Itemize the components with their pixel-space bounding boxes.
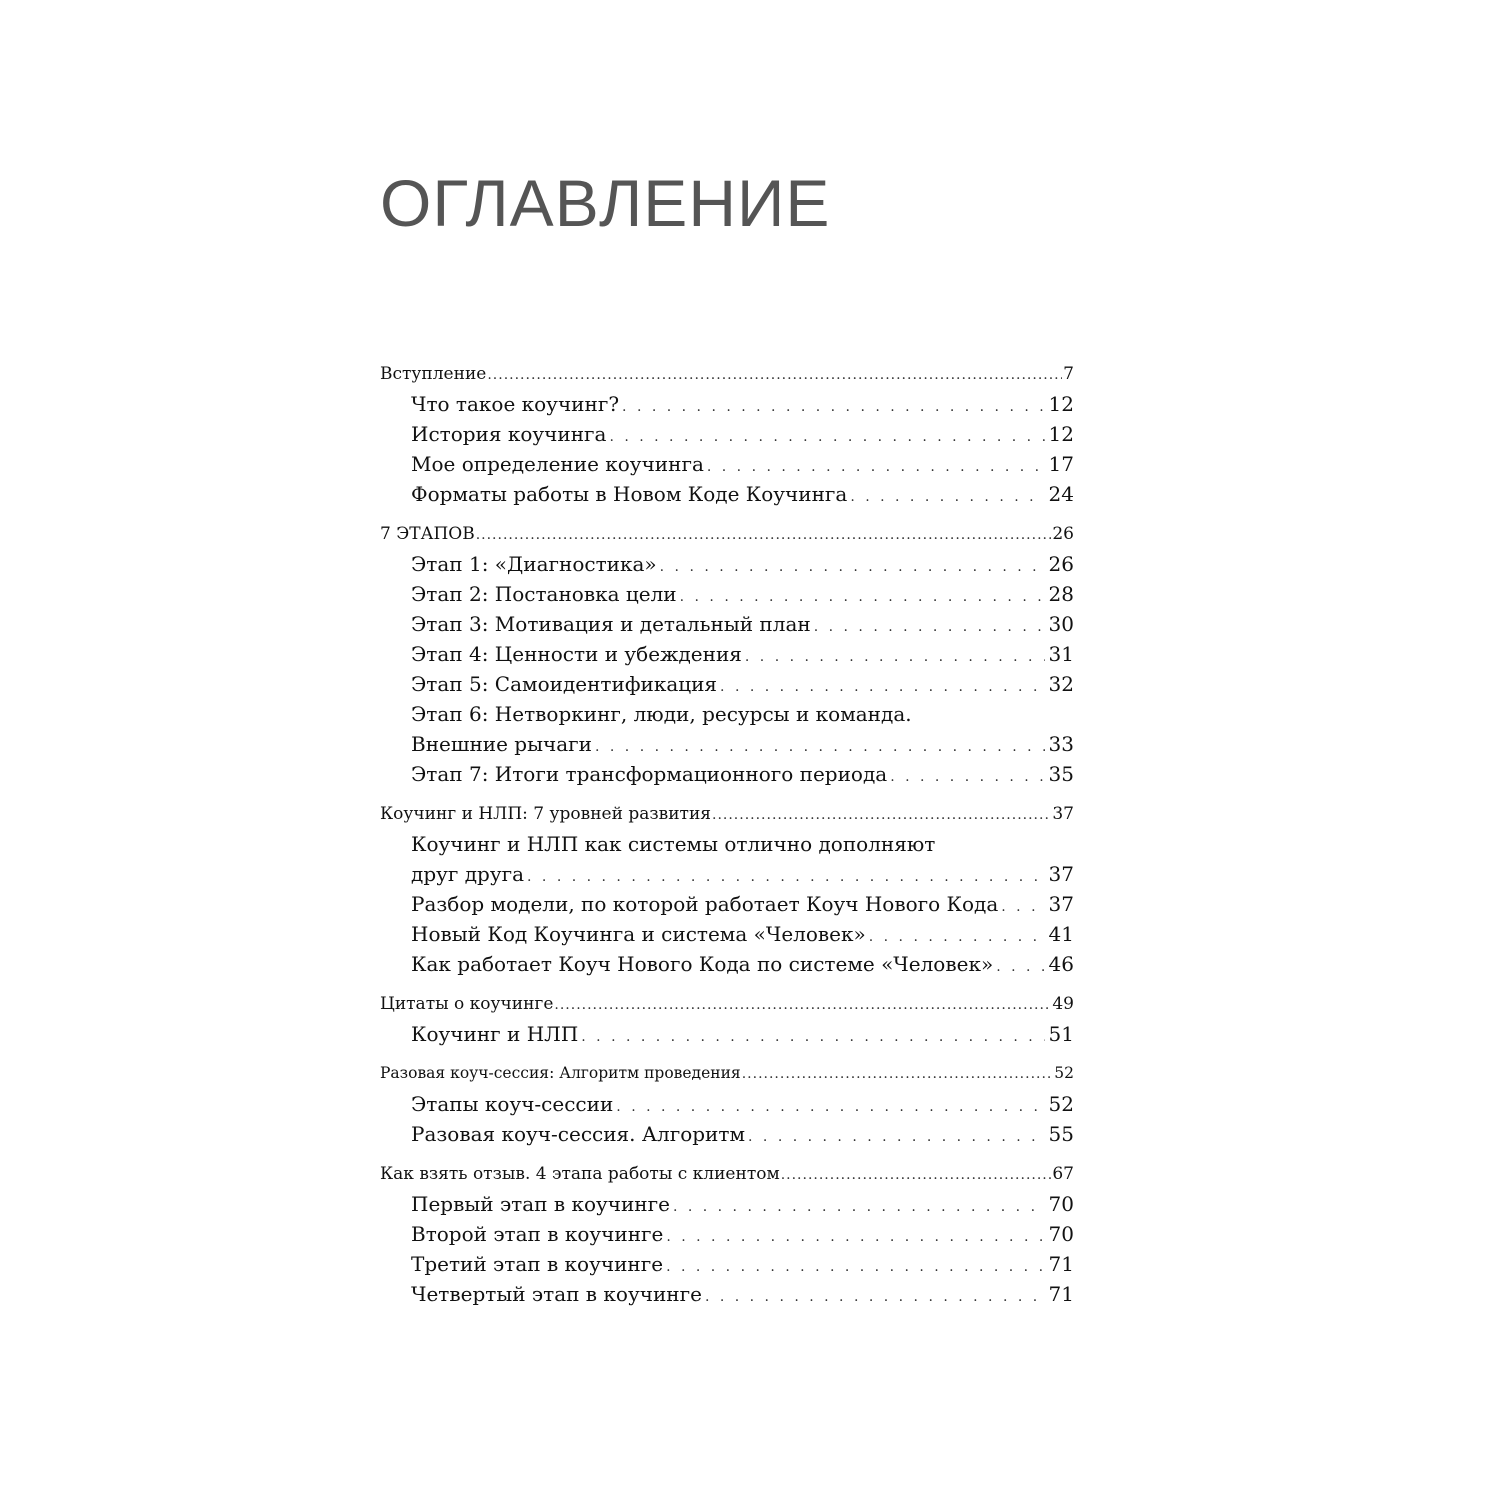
entry-label: Цитаты о коучинге	[380, 994, 554, 1014]
toc-entry[interactable]	[380, 1282, 1074, 1312]
toc-section	[380, 1064, 1074, 1152]
page-title: ОГЛАВЛЕНИЕ	[380, 166, 831, 240]
toc-section	[380, 524, 1074, 792]
page-number: 49	[1052, 994, 1074, 1014]
toc-entry[interactable]	[380, 422, 1074, 452]
entry-label: Разовая коуч-сессия. Алгоритм	[411, 1122, 746, 1146]
entry-label: Вступление	[380, 364, 487, 384]
toc-entry[interactable]	[380, 1252, 1074, 1282]
dot-leader	[554, 997, 1051, 1013]
toc-entry[interactable]	[380, 1022, 1074, 1052]
dot-leader	[616, 1099, 1044, 1115]
entry-label: Разовая коуч-сессия: Алгоритм проведения	[380, 1064, 741, 1082]
entry-label: Как работает Коуч Нового Кода по системе «Человек»	[411, 952, 994, 976]
page-number: 52	[1054, 1064, 1074, 1082]
page-number: 70	[1048, 1192, 1074, 1216]
toc-entry[interactable]	[380, 452, 1074, 482]
page-number: 12	[1048, 392, 1074, 416]
toc-entry[interactable]	[380, 392, 1074, 422]
dot-leader	[609, 429, 1044, 445]
dot-leader	[476, 527, 1052, 543]
toc-entry[interactable]	[380, 482, 1074, 512]
toc-entry-line	[380, 832, 1074, 862]
toc-section-heading[interactable]	[380, 994, 1074, 1022]
toc-entry[interactable]	[380, 862, 1074, 892]
entry-label: Этап 2: Постановка цели	[411, 582, 677, 606]
dot-leader	[673, 1199, 1045, 1215]
page-number: 37	[1052, 804, 1074, 824]
entry-label: Новый Код Коучинга и система «Человек»	[411, 922, 866, 946]
entry-label: Внешние рычаги	[411, 732, 592, 756]
dot-leader	[781, 1167, 1052, 1183]
dot-leader	[742, 1066, 1054, 1082]
dot-leader	[712, 807, 1051, 823]
page-number: 17	[1048, 452, 1074, 476]
page-number: 33	[1048, 732, 1074, 756]
dot-leader	[487, 367, 1062, 383]
dot-leader	[890, 769, 1044, 785]
dot-leader	[1001, 899, 1044, 915]
entry-label: Четвертый этап в коучинге	[411, 1282, 702, 1306]
toc-entry[interactable]	[380, 952, 1074, 982]
dot-leader	[707, 459, 1045, 475]
entry-label: Как взять отзыв. 4 этапа работы с клиентом	[380, 1164, 780, 1184]
table-of-contents	[380, 364, 1074, 1324]
page-number: 32	[1048, 672, 1074, 696]
toc-section-heading[interactable]	[380, 1164, 1074, 1192]
toc-section-heading[interactable]	[380, 524, 1074, 552]
dot-leader	[666, 1229, 1044, 1245]
toc-entry[interactable]	[380, 922, 1074, 952]
page-number: 71	[1048, 1252, 1074, 1276]
dot-leader	[814, 619, 1045, 635]
entry-label: Этап 5: Самоидентификация	[411, 672, 718, 696]
entry-label: Этап 7: Итоги трансформационного периода	[411, 762, 888, 786]
entry-label: Этап 1: «Диагностика»	[411, 552, 657, 576]
page-number: 67	[1052, 1164, 1074, 1184]
dot-leader	[527, 869, 1045, 885]
toc-entry-line	[380, 702, 1074, 732]
dot-leader	[666, 1259, 1044, 1275]
page-number: 71	[1048, 1282, 1074, 1306]
toc-section-heading[interactable]	[380, 804, 1074, 832]
dot-leader	[595, 739, 1045, 755]
page-number: 52	[1048, 1092, 1074, 1116]
entry-label: Разбор модели, по которой работает Коуч Нового Кода	[411, 892, 999, 916]
entry-label: Мое определение коучинга	[411, 452, 704, 476]
page-number: 24	[1048, 482, 1074, 506]
page-number: 46	[1048, 952, 1074, 976]
toc-section	[380, 1164, 1074, 1312]
dot-leader	[996, 959, 1044, 975]
toc-entry[interactable]	[380, 1122, 1074, 1152]
entry-label: История коучинга	[411, 422, 607, 446]
page-number: 35	[1048, 762, 1074, 786]
page-number: 28	[1048, 582, 1074, 606]
dot-leader	[850, 489, 1044, 505]
toc-entry[interactable]	[380, 612, 1074, 642]
entry-label: Этап 4: Ценности и убеждения	[411, 642, 742, 666]
page-number: 41	[1048, 922, 1074, 946]
page-number: 7	[1063, 364, 1074, 384]
page-number: 37	[1048, 862, 1074, 886]
page-number: 37	[1048, 892, 1074, 916]
toc-entry[interactable]	[380, 1222, 1074, 1252]
toc-entry[interactable]	[380, 642, 1074, 672]
toc-section-heading[interactable]	[380, 1064, 1074, 1092]
dot-leader	[869, 929, 1045, 945]
page-number: 26	[1048, 552, 1074, 576]
page-number: 31	[1048, 642, 1074, 666]
toc-section	[380, 804, 1074, 982]
page-number: 51	[1048, 1022, 1074, 1046]
dot-leader	[622, 399, 1045, 415]
toc-entry[interactable]	[380, 1192, 1074, 1222]
toc-entry[interactable]	[380, 732, 1074, 762]
entry-label: Второй этап в коучинге	[411, 1222, 664, 1246]
dot-leader	[745, 649, 1045, 665]
toc-entry[interactable]	[380, 1092, 1074, 1122]
entry-label: Коучинг и НЛП как системы отлично дополняют	[411, 832, 936, 856]
entry-label: Этап 6: Нетворкинг, люди, ресурсы и команда.	[411, 702, 912, 726]
entry-label: Коучинг и НЛП: 7 уровней развития	[380, 804, 711, 824]
entry-label: Этап 3: Мотивация и детальный план	[411, 612, 811, 636]
dot-leader	[581, 1029, 1044, 1045]
toc-entry[interactable]	[380, 552, 1074, 582]
toc-entry[interactable]	[380, 582, 1074, 612]
dot-leader	[705, 1289, 1045, 1305]
toc-section-heading[interactable]	[380, 364, 1074, 392]
entry-label: Третий этап в коучинге	[411, 1252, 664, 1276]
entry-label: 7 ЭТАПОВ	[380, 524, 475, 544]
dot-leader	[720, 679, 1045, 695]
toc-entry[interactable]	[380, 762, 1074, 792]
page-number: 55	[1048, 1122, 1074, 1146]
page-number: 70	[1048, 1222, 1074, 1246]
entry-label: Этапы коуч-сессии	[411, 1092, 614, 1116]
page-number: 30	[1048, 612, 1074, 636]
page-number: 12	[1048, 422, 1074, 446]
toc-section	[380, 994, 1074, 1052]
toc-entry[interactable]	[380, 892, 1074, 922]
entry-label: Что такое коучинг?	[411, 392, 620, 416]
dot-leader	[680, 589, 1045, 605]
toc-section	[380, 364, 1074, 512]
entry-label: друг друга	[411, 862, 525, 886]
entry-label: Первый этап в коучинге	[411, 1192, 670, 1216]
dot-leader	[748, 1129, 1045, 1145]
toc-entry[interactable]	[380, 672, 1074, 702]
entry-label: Форматы работы в Новом Коде Коучинга	[411, 482, 848, 506]
entry-label: Коучинг и НЛП	[411, 1022, 579, 1046]
dot-leader	[660, 559, 1045, 575]
page-number: 26	[1052, 524, 1074, 544]
